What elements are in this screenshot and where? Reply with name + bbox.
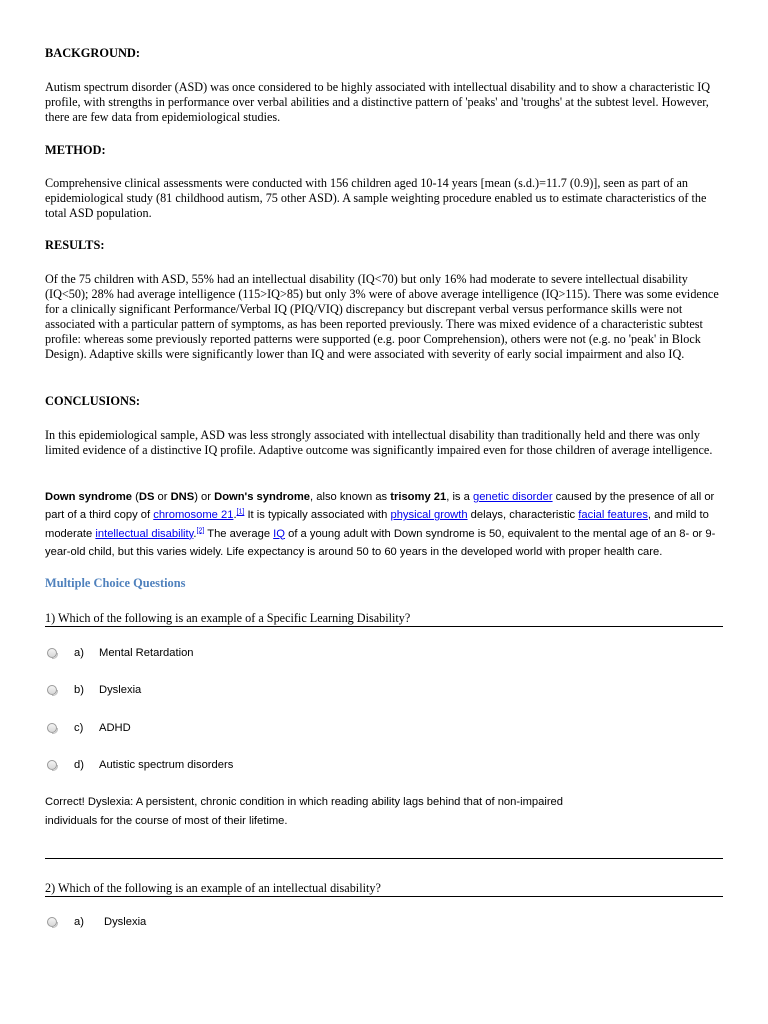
option-label: Dyslexia (99, 684, 142, 696)
background-paragraph: Autism spectrum disorder (ASD) was once considered to be highly associated with intellectual disability and to show a characteristic IQ profile, with strengths in performance over verbal abilities and a distinctive pattern of 'peaks' and 'troughs' at the subtest level. However, there are few data from epidemiological studies. (45, 80, 711, 124)
link-chromosome-21[interactable]: chromosome 21 (153, 509, 234, 522)
conclusions-paragraph: In this epidemiological sample, ASD was less strongly associated with intellectual disability than traditionally held and there was only limited evidence of a distinctive IQ profile. Adaptive outcome was significantly impaired even for those children of average intelligence. (45, 428, 713, 457)
option-label: Autistic spectrum disorders (99, 759, 234, 771)
radio-button[interactable] (47, 685, 57, 695)
down-syndrome-paragraph (45, 488, 725, 561)
results-paragraph: Of the 75 children with ASD, 55% had an intellectual disability (IQ<70) but only 16% had moderate to severe intellectual disability (IQ<50); 28% had average intelligence (115>IQ>85) but only 3% were of above average intelligence (IQ>115). There was some evidence for a clinically significant Performance/Verbal IQ (PIQ/VIQ) discrepancy but discrepant verbal versus performance skills were not associated with a particular pattern of symptoms, as has been reported previously. There was mixed evidence of a characteristic subtest profile: whereas some previously reported patterns were supported (e.g. poor Comprehension), others were not (e.g. no 'peak' in Block Design). Adaptive skills were significantly lower than IQ and were associated with severity of early social impairment and also IQ. (45, 272, 719, 361)
text-run: . (233, 509, 237, 522)
text-run: ( (132, 491, 139, 503)
question-1-text: 1) Which of the following is an example of a Specific Learning Disability? (45, 611, 723, 627)
link-iq[interactable]: IQ (273, 527, 285, 540)
option-label: ADHD (99, 722, 131, 734)
text-run: It is typically associated with (244, 509, 391, 522)
link-genetic-disorder[interactable]: genetic disorder (472, 491, 553, 503)
radio-button[interactable] (47, 917, 57, 927)
option-label: Mental Retardation (99, 647, 194, 659)
text-run: ) or (194, 491, 215, 503)
option-label: Dyslexia (104, 916, 147, 928)
citation-2[interactable]: [2] (196, 526, 205, 534)
text-run: , also known as (310, 491, 391, 503)
separator-line (45, 858, 723, 859)
text-run: or (154, 491, 171, 503)
term-down-syndrome: Down syndrome (45, 491, 133, 503)
text-run: delays, characteristic (467, 509, 579, 522)
term-ds: DS (138, 491, 155, 503)
term-downs-syndrome: Down's syndrome (214, 491, 311, 503)
text-run: The average (204, 527, 274, 540)
background-heading: BACKGROUND: (45, 46, 140, 60)
question-1-feedback: Correct! Dyslexia: A persistent, chronic condition in which reading ability lags behind that of non-impaired individuals for the course of most of their lifetime. (45, 796, 564, 827)
link-physical-growth[interactable]: physical growth (390, 509, 468, 522)
conclusions-heading: CONCLUSIONS: (45, 394, 141, 408)
option-letter: d) (74, 759, 84, 771)
method-heading: METHOD: (45, 143, 106, 157)
term-dns: DNS (170, 491, 195, 503)
option-letter: c) (74, 722, 84, 734)
link-facial-features[interactable]: facial features (578, 509, 648, 522)
text-run: . (193, 527, 197, 540)
question-2-text: 2) Which of the following is an example of an intellectual disability? (45, 881, 723, 897)
option-letter: a) (74, 916, 84, 928)
text-run: , is a (446, 491, 473, 503)
citation-1[interactable]: [1] (236, 508, 245, 516)
radio-button[interactable] (47, 648, 57, 658)
radio-button[interactable] (47, 760, 57, 770)
option-letter: a) (74, 647, 84, 659)
option-letter: b) (74, 684, 84, 696)
text-run: of a young adult with Down syndrome is 50, equivalent to the mental age of an 8- or 9-year-old child, but this varies widely. Life expectancy is around 50 to 60 years in the developed world with proper health care. (45, 527, 716, 558)
method-paragraph: Comprehensive clinical assessments were conducted with 156 children aged 10-14 years [mean (s.d.)=11.7 (0.9)], seen as part of an epidemiological study (81 childhood autism, 75 other ASD). A sample weighting procedure enabled us to estimate characteristics of the total ASD population. (45, 176, 707, 220)
link-intellectual-disability[interactable]: intellectual disability (95, 527, 194, 540)
text-run: , and mild to moderate (45, 509, 709, 540)
mcq-section-title: Multiple Choice Questions (45, 576, 186, 590)
radio-button[interactable] (47, 723, 57, 733)
text-run: caused by the presence of all or part of a third copy of (45, 491, 715, 522)
term-trisomy-21: trisomy 21 (390, 491, 447, 503)
results-heading: RESULTS: (45, 238, 105, 252)
